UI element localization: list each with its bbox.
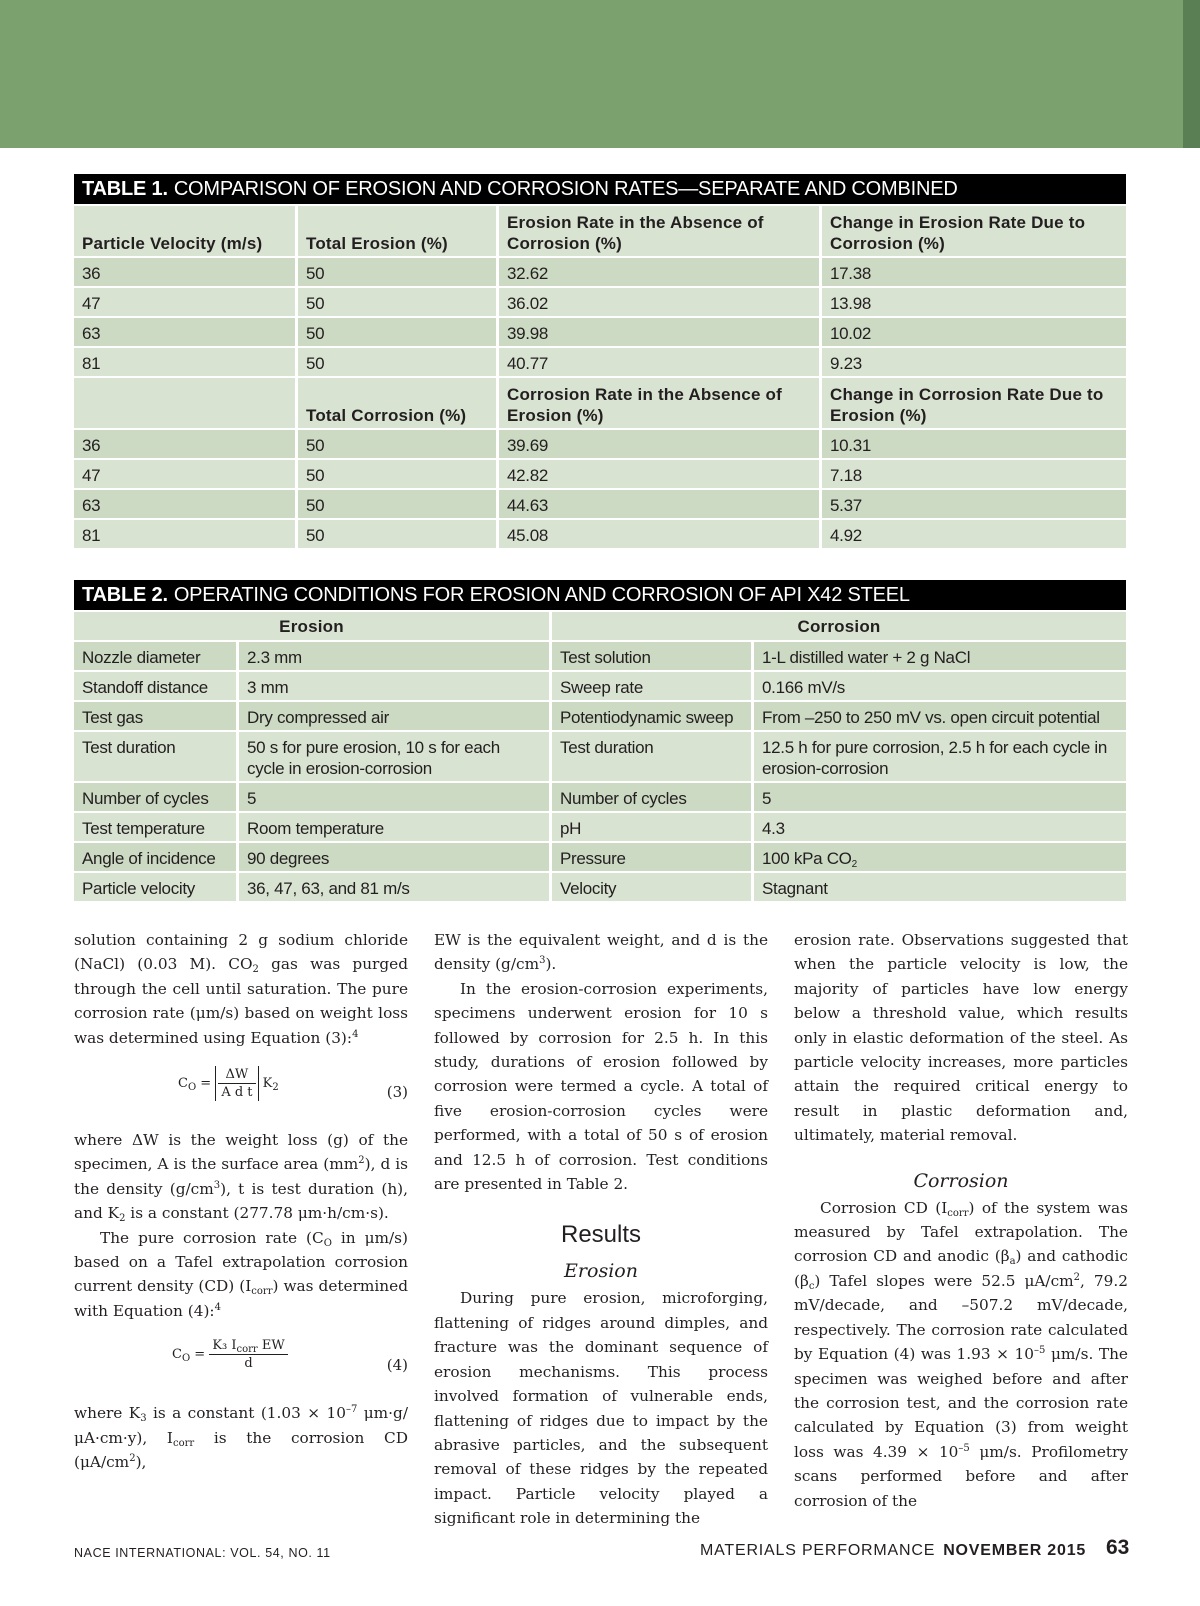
table1-title: COMPARISON OF EROSION AND CORROSION RATES—SEPARATE AND COMBINED [173,178,958,200]
table-row [74,520,1126,548]
table-row [74,318,1126,346]
header-band-edge [1183,0,1200,148]
table-cell: 4.3 [754,813,1126,841]
table-cell: 36 [74,258,298,286]
superscript: 3 [213,1179,221,1191]
table-cell: 7.18 [822,460,1126,488]
eq-denominator: A d t [221,1085,253,1101]
table-cell: Nozzle diameter [74,642,239,670]
text-run: ), t is test duration (h), and K [74,1179,408,1223]
table-cell: Test solution [552,642,754,670]
footer-journal [700,1542,1086,1560]
table-cell: Sweep rate [552,672,754,700]
table1-header-cell: Erosion Rate in the Absence of Corrosion (%) [499,206,822,256]
equation-4: $C_O$ = $\frac{K_3 I_{corr} EW}{d}$ (4) [74,1323,408,1401]
table-cell: 5 [754,783,1126,811]
eq-numerator [209,1337,287,1355]
table-cell: 50 [298,348,499,376]
table2-title-bar [74,580,1126,610]
table-cell: 50 [298,490,499,518]
table1-header-cell: Total Erosion (%) [298,206,499,256]
table-cell: Stagnant [754,873,1126,901]
text-run: is a constant (1.03 × 10 [146,1404,346,1423]
table-row [74,642,1126,670]
subscript: corr [251,1286,273,1298]
eq-symbol: C [178,1076,188,1092]
table-cell: 3 mm [239,672,552,700]
superscript: –5 [958,1442,970,1454]
text-run: where K [74,1404,141,1423]
equation-number: (4) [386,1356,408,1375]
text-run: ) of the system was measured by Tafel extrapolation. The corrosion CD and anodic (β [794,1198,1128,1266]
table-row [74,258,1126,286]
table-cell: Standoff distance [74,672,239,700]
table2 [74,610,1126,903]
table-cell: 5 [239,783,552,811]
table-cell: 36.02 [499,288,822,316]
subscript: 2 [252,964,259,976]
table-cell: 81 [74,520,298,548]
paragraph [794,1196,1128,1513]
text-run: gas was purged through the cell until saturation. The pure corrosion rate (μm/s) based on weight loss was determined using Equation (3): [74,955,408,1047]
text-run: ), [135,1453,147,1472]
superscript: 2 [358,1155,365,1167]
table-cell: 32.62 [499,258,822,286]
text-run: ). [545,955,557,974]
table-row [74,702,1126,730]
table-cell: Test duration [552,732,754,781]
text-run: Corrosion CD (I [820,1198,948,1217]
table1-subheader-row [74,378,1126,428]
table-cell: 50 [298,520,499,548]
table-cell: pH [552,813,754,841]
table-cell: 81 [74,348,298,376]
text-run: , 79.2 mV/decade, and –507.2 mV/decade, respectively. The corrosion rate calculated by Equation (4) was 1.93 × 10 [794,1271,1128,1364]
table-cell: 50 [298,288,499,316]
footer-journal-name: MATERIALS PERFORMANCE [700,1542,936,1559]
text-run: ) and cathodic (β [794,1247,1128,1290]
table-row [74,783,1126,811]
table-row [74,732,1126,781]
eq-fraction [209,1337,287,1372]
table-cell: 13.98 [822,288,1126,316]
table-cell: 90 degrees [239,843,552,871]
table-row [74,843,1126,871]
eq-subscript: O [187,1082,197,1094]
table-cell: Particle velocity [74,873,239,901]
eq-subscript: O [181,1353,191,1365]
table-cell: 9.23 [822,348,1126,376]
table1-header-cell: Corrosion Rate in the Absence of Erosion (%) [499,378,822,428]
table-row [74,873,1126,901]
table-cell: 47 [74,460,298,488]
paragraph [434,928,768,977]
text-run: in μm/s) based on a Tafel extrapolation corrosion current density (CD) (I [74,1228,408,1296]
paragraph [74,928,408,1050]
table-row [74,430,1126,458]
table-cell: 12.5 h for pure corrosion, 2.5 h for each cycle in erosion-corrosion [754,732,1126,781]
table2-title: OPERATING CONDITIONS FOR EROSION AND CORROSION OF API X42 STEEL [173,584,910,606]
superscript: –5 [1034,1345,1046,1357]
subsection-heading-erosion: Erosion [564,1260,638,1283]
table-cell: From –250 to 250 mV vs. open circuit potential [754,702,1126,730]
table2-group-header-corrosion: Corrosion [552,612,1126,640]
table-cell: 40.77 [499,348,822,376]
table1-header-row [74,206,1126,256]
eq-text: K₃ I [212,1338,237,1354]
subscript: 2 [119,1213,126,1225]
eq-subscript: 2 [272,1082,279,1094]
text-run: is the corrosion CD (μA/cm [74,1428,408,1472]
text-run: μm/s. Profilometry scans performed before and after corrosion of the [794,1442,1128,1510]
pressure-value: 100 kPa CO [762,849,852,868]
paragraph: In the erosion-corrosion experiments, specimens underwent erosion for 10 s followed by corrosion for 2.5 h. In this study, durations of erosion followed by corrosion were termed a cycle. A total of five erosion-corrosion cycles were performed, with a total of 50 s of erosion and 12.5 h of corrosion. Test conditions are presented in Table 2. [434,979,768,1194]
table1-header-cell: Total Corrosion (%) [298,378,499,428]
equation-number: (3) [386,1083,408,1102]
table-cell: 63 [74,318,298,346]
table-cell: 4.92 [822,520,1126,548]
table-cell: Velocity [552,873,754,901]
table-cell: Potentiodynamic sweep [552,702,754,730]
table-row [74,288,1126,316]
text-run: The pure corrosion rate (C [100,1228,324,1247]
table-cell: Pressure [552,843,754,871]
table-cell: 42.82 [499,460,822,488]
table-cell: Room temperature [239,813,552,841]
table-cell: 2.3 mm [239,642,552,670]
table-cell: 63 [74,490,298,518]
eq-symbol: C [172,1347,182,1363]
paragraph [74,1128,408,1226]
table-cell: 50 s for pure erosion, 10 s for each cycle in erosion-corrosion [239,732,552,781]
table-cell: 47 [74,288,298,316]
table-cell: 5.37 [822,490,1126,518]
table-row [74,460,1126,488]
table-cell: 36, 47, 63, and 81 m/s [239,873,552,901]
table-cell: 36 [74,430,298,458]
table2-group-header-row [74,612,1126,640]
text-run: EW is the equivalent weight, and d is the density (g/cm [434,931,768,974]
pressure-subscript: 2 [851,859,857,870]
table-cell: 50 [298,430,499,458]
table1-label: TABLE 1. [82,178,168,200]
paragraph: erosion rate. Observations suggested that when the particle velocity is low, the majority of particles have low energy below a threshold value, which results only in elastic deformation of the steel. As particle velocity increases, more particles attain the required critical energy to result in plastic deformation and, ultimately, material removal. [794,931,1128,1145]
body-column-3 [794,928,1128,1513]
table-cell: Angle of incidence [74,843,239,871]
header-band [0,0,1183,148]
table-cell: Test gas [74,702,239,730]
table1-header-cell [74,378,298,428]
table-cell: 1-L distilled water + 2 g NaCl [754,642,1126,670]
table-cell: Dry compressed air [239,702,552,730]
table-cell: 0.166 mV/s [754,672,1126,700]
page-number: 63 [1106,1536,1130,1559]
text-run: ), d is the density (g/cm [74,1155,408,1198]
superscript: 3 [539,955,546,967]
subscript: corr [172,1437,195,1449]
superscript: 2 [1073,1271,1081,1283]
table1-header-cell: Change in Corrosion Rate Due to Erosion (%) [822,378,1126,428]
eq-text: EW [257,1338,285,1354]
table-row [74,348,1126,376]
eq-denominator: d [244,1356,253,1372]
text-run: solution containing 2 g sodium chloride (NaCl) (0.03 M). CO [74,931,408,974]
table-cell: 39.98 [499,318,822,346]
footer-volume-info: NACE INTERNATIONAL: VOL. 54, NO. 11 [74,1546,331,1560]
table-row [74,490,1126,518]
subscript: 3 [140,1413,147,1425]
table-cell: Number of cycles [552,783,754,811]
table1-title-bar [74,174,1126,204]
subscript: c [808,1280,815,1292]
table1-header-cell: Change in Erosion Rate Due to Corrosion (%) [822,206,1126,256]
table-cell: 45.08 [499,520,822,548]
table-cell [754,843,1126,871]
eq-bracket [215,1066,258,1101]
table-cell: Test temperature [74,813,239,841]
body-column-2 [434,928,768,1531]
table-row [74,813,1126,841]
table-cell: 10.02 [822,318,1126,346]
table1 [74,204,1126,550]
text-run: μm·g/μA·cm·y), I [74,1404,408,1447]
subscript: corr [947,1207,969,1219]
reference-mark: 4 [352,1028,359,1040]
equation-3: $C_O$ = $\frac{\Delta W}{\text{A d t}}$ $K_2$ (3) [74,1050,408,1128]
footer-issue-date: NOVEMBER 2015 [943,1542,1087,1559]
table1-header-cell: Particle Velocity (m/s) [74,206,298,256]
eq-subscript: corr [236,1344,258,1356]
table2-group-header-erosion: Erosion [74,612,552,640]
section-heading-results: Results [560,1221,642,1249]
table-cell: 50 [298,258,499,286]
table-cell: 17.38 [822,258,1126,286]
text-run: ) Tafel slopes were 52.5 μA/cm [814,1271,1074,1290]
text-run: μm/s. The specimen was weighed before and after the corrosion test, and the corrosion rate calculated by Equation (3) from weight loss was 4.39 × 10 [794,1345,1128,1461]
table-cell: 10.31 [822,430,1126,458]
table-cell: Test duration [74,732,239,781]
paragraph [74,1226,408,1324]
paragraph [74,1401,408,1474]
text-run: where ΔW is the weight loss (g) of the specimen, A is the surface area (mm [74,1131,408,1174]
table-cell: 50 [298,460,499,488]
table2-label: TABLE 2. [82,584,168,606]
table-cell: 39.69 [499,430,822,458]
table-cell: Number of cycles [74,783,239,811]
subsection-heading-corrosion: Corrosion [913,1169,1009,1192]
text-run: ) was determined with Equation (4): [74,1277,408,1320]
reference-mark: 4 [214,1301,221,1313]
eq-fraction [218,1066,255,1101]
paragraph: During pure erosion, microforging, flattening of ridges around dimples, and fracture was the dominant sequence of erosion mechanisms. This process involved formation of vulnerable ends, flattening of ridges due to impact by the abrasive particles, and the subsequent removal of these ridges by the repeated impact. Particle velocity played a significant role in determining the [434,1289,768,1528]
text-run: is a constant (277.78 μm·h/cm·s). [125,1204,389,1223]
superscript: –7 [345,1404,358,1416]
subscript: a [1009,1256,1016,1268]
table-row [74,672,1126,700]
table-cell: 44.63 [499,490,822,518]
superscript: 2 [129,1453,136,1465]
eq-numerator: ΔW [218,1066,255,1084]
body-column-1 [74,928,408,1475]
table-cell: 50 [298,318,499,346]
eq-constant: K [262,1076,273,1092]
subscript: O [323,1237,332,1249]
